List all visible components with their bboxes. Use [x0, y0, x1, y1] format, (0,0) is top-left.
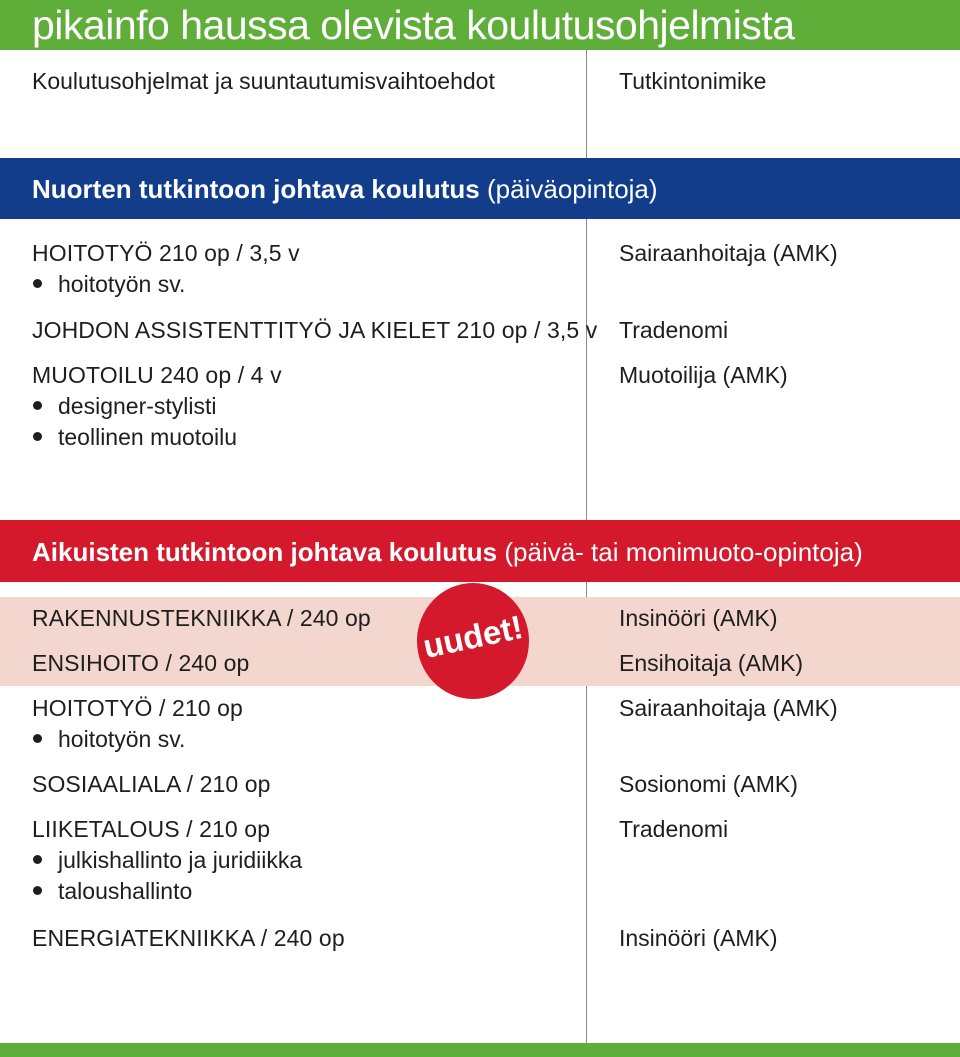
bullet-icon	[33, 401, 42, 410]
column-divider	[586, 219, 587, 520]
degree-title: Tradenomi	[619, 317, 729, 343]
program-name: RAKENNUSTEKNIIKKA / 240 op	[32, 605, 371, 631]
adult-heading-bold: Aikuisten tutkintoon johtava koulutus	[32, 537, 498, 567]
program-name: JOHDON ASSISTENTTITYÖ JA KIELET 210 op / 3,5 v	[32, 317, 598, 343]
program-name: HOITOTYÖ / 210 op	[32, 695, 243, 721]
program-name: SOSIAALIALA / 210 op	[32, 771, 271, 797]
column-header-programs: Koulutusohjelmat ja suuntautumisvaihtoehdot	[32, 68, 495, 94]
degree-title: Insinööri (AMK)	[619, 925, 778, 951]
youth-heading-light: (päiväopintoja)	[487, 174, 658, 204]
column-header-degree: Tutkintonimike	[619, 68, 767, 94]
program-option: teollinen muotoilu	[33, 424, 237, 451]
bullet-icon	[33, 432, 42, 441]
degree-title: Sairaanhoitaja (AMK)	[619, 240, 838, 266]
bullet-icon	[33, 855, 42, 864]
program-name: MUOTOILU 240 op / 4 v	[32, 362, 282, 388]
program-option: hoitotyön sv.	[33, 726, 185, 753]
page-title: pikainfo haussa olevista koulutusohjelmista	[32, 2, 795, 48]
column-divider	[586, 50, 587, 158]
degree-title: Sosionomi (AMK)	[619, 771, 798, 797]
program-option: taloushallinto	[33, 878, 192, 905]
youth-section-heading	[32, 174, 658, 205]
degree-title: Tradenomi	[619, 816, 729, 842]
degree-title: Ensihoitaja (AMK)	[619, 650, 804, 676]
program-option: julkishallinto ja juridiikka	[33, 847, 302, 874]
program-option: designer-stylisti	[33, 393, 217, 420]
degree-title: Sairaanhoitaja (AMK)	[619, 695, 838, 721]
program-name: ENSIHOITO / 240 op	[32, 650, 250, 676]
bullet-icon	[33, 279, 42, 288]
program-name: LIIKETALOUS / 210 op	[32, 816, 271, 842]
bullet-icon	[33, 886, 42, 895]
program-option: hoitotyön sv.	[33, 271, 185, 298]
youth-heading-bold: Nuorten tutkintoon johtava koulutus	[32, 174, 480, 204]
program-name: ENERGIATEKNIIKKA / 240 op	[32, 925, 345, 951]
bottom-bar	[0, 1043, 960, 1057]
degree-title: Muotoilija (AMK)	[619, 362, 788, 388]
adult-heading-light: (päivä- tai monimuoto-opintoja)	[504, 537, 863, 567]
program-name: HOITOTYÖ 210 op / 3,5 v	[32, 240, 300, 266]
adult-section-heading	[32, 537, 863, 568]
degree-title: Insinööri (AMK)	[619, 605, 778, 631]
bullet-icon	[33, 734, 42, 743]
new-badge-label: uudet!	[419, 607, 527, 666]
